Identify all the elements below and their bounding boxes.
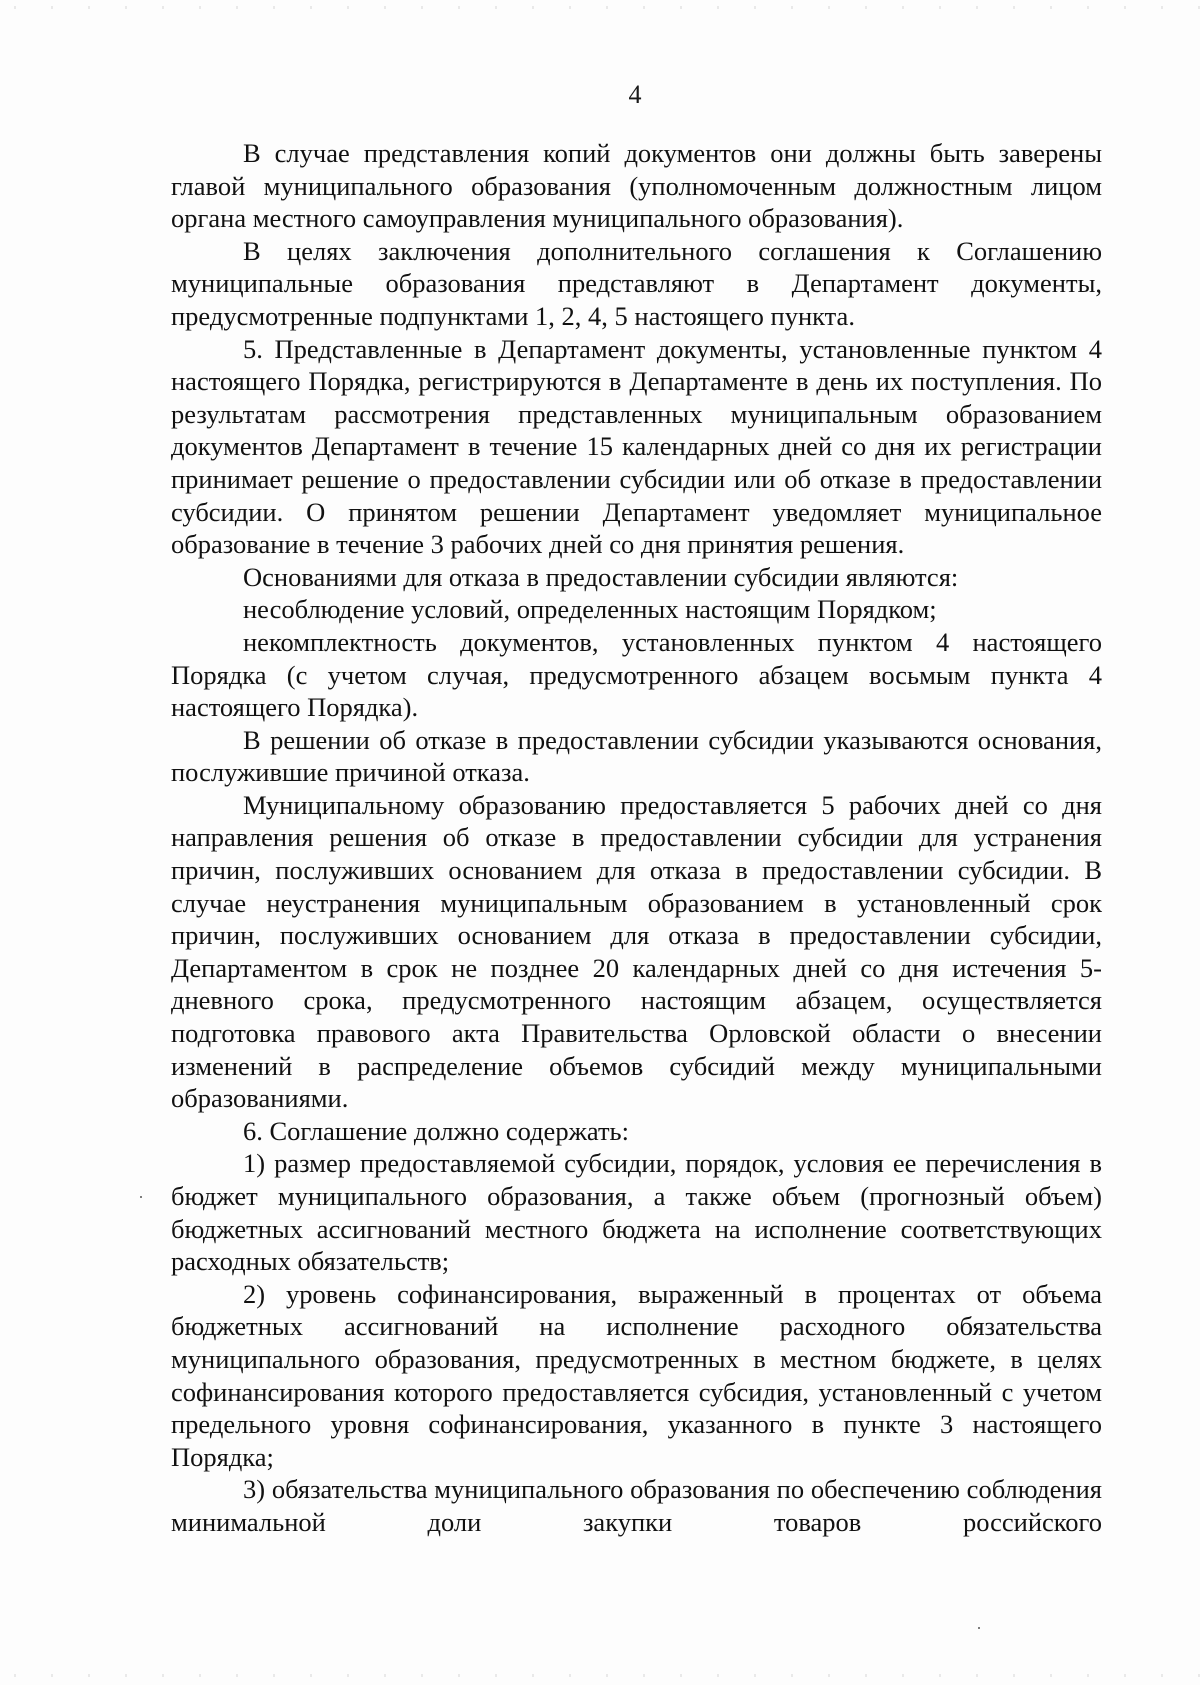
paragraph: В случае представления копий документов они должны быть заверены главой муниципального образования (уполномоченным должностным лицом органа местного самоуправления муниципального образования). (171, 138, 1102, 234)
scan-noise-bottom (0, 1674, 1200, 1677)
paragraph: некомплектность документов, установленных пунктом 4 настоящего Порядка (с учетом случая, предусмотренного абзацем восьмым пункта 4 настоящего Порядка). (171, 626, 1102, 723)
paragraph: 1) размер предоставляемой субсидии, порядок, условия ее перечисления в бюджет муниципального образования, а также объем (прогнозный объем) бюджетных ассигнований местного бюджета на исполнение соответствующих расходных обязательств; (171, 1148, 1102, 1277)
paragraph: Муниципальному образованию предоставляется 5 рабочих дней со дня направления решения об отказе в предоставлении субсидии для устранения причин, послуживших основанием для отказа в предоставлении субсидии. В случае неустранения муниципальным образованием в установленный срок причин, послуживших основанием для отказа в предоставлении субсидии, Департаментом в срок не позднее 20 календарных дней со дня истечения 5-дневного срока, предусмотренного настоящим абзацем, осуществляется подготовка правового акта Правительства Орловской области о внесении изменений в распределение объемов субсидий между муниципальными образованиями. (171, 789, 1102, 1114)
page-number: 4 (628, 80, 642, 109)
paragraph: 2) уровень софинансирования, выраженный в процентах от объема бюджетных ассигнований на исполнение расходного обязательства муниципального образования, предусмотренных в местном бюджете, в целях софинансирования которого предоставляется субсидия, установленный с учетом предельного уровня софинансирования, указанного в пункте 3 настоящего Порядка; (171, 1278, 1102, 1472)
document-body (171, 137, 1102, 1539)
paragraph: 5. Представленные в Департамент документы, установленные пунктом 4 настоящего Порядка, регистрируются в Департаменте в день их поступления. По результатам рассмотрения представленных муниципальным образованием документов Департамент в течение 15 календарных дней со дня их регистрации принимает решение о предоставлении субсидии или об отказе в предоставлении субсидии. О принятом решении Департамент уведомляет муниципальное образование в течение 3 рабочих дней со дня принятия решения. (171, 333, 1102, 560)
scan-noise-top (0, 6, 1200, 9)
paragraph: 3) обязательства муниципального образования по обеспечению соблюдения минимальной доли закупки товаров российского (171, 1474, 1102, 1537)
paragraph: несоблюдение условий, определенных настоящим Порядком; (243, 594, 937, 625)
scan-speck (978, 1627, 980, 1629)
paragraph: Основаниями для отказа в предоставлении субсидии являются: (243, 561, 959, 592)
paragraph: В решении об отказе в предоставлении субсидии указываются основания, послужившие причиной отказа. (171, 724, 1102, 788)
paragraph: 6. Соглашение должно содержать: (243, 1115, 629, 1146)
paragraph: В целях заключения дополнительного соглашения к Соглашению муниципальные образования представляют в Департамент документы, предусмотренные подпунктами 1, 2, 4, 5 настоящего пункта. (171, 235, 1102, 331)
scan-speck (140, 1196, 142, 1198)
